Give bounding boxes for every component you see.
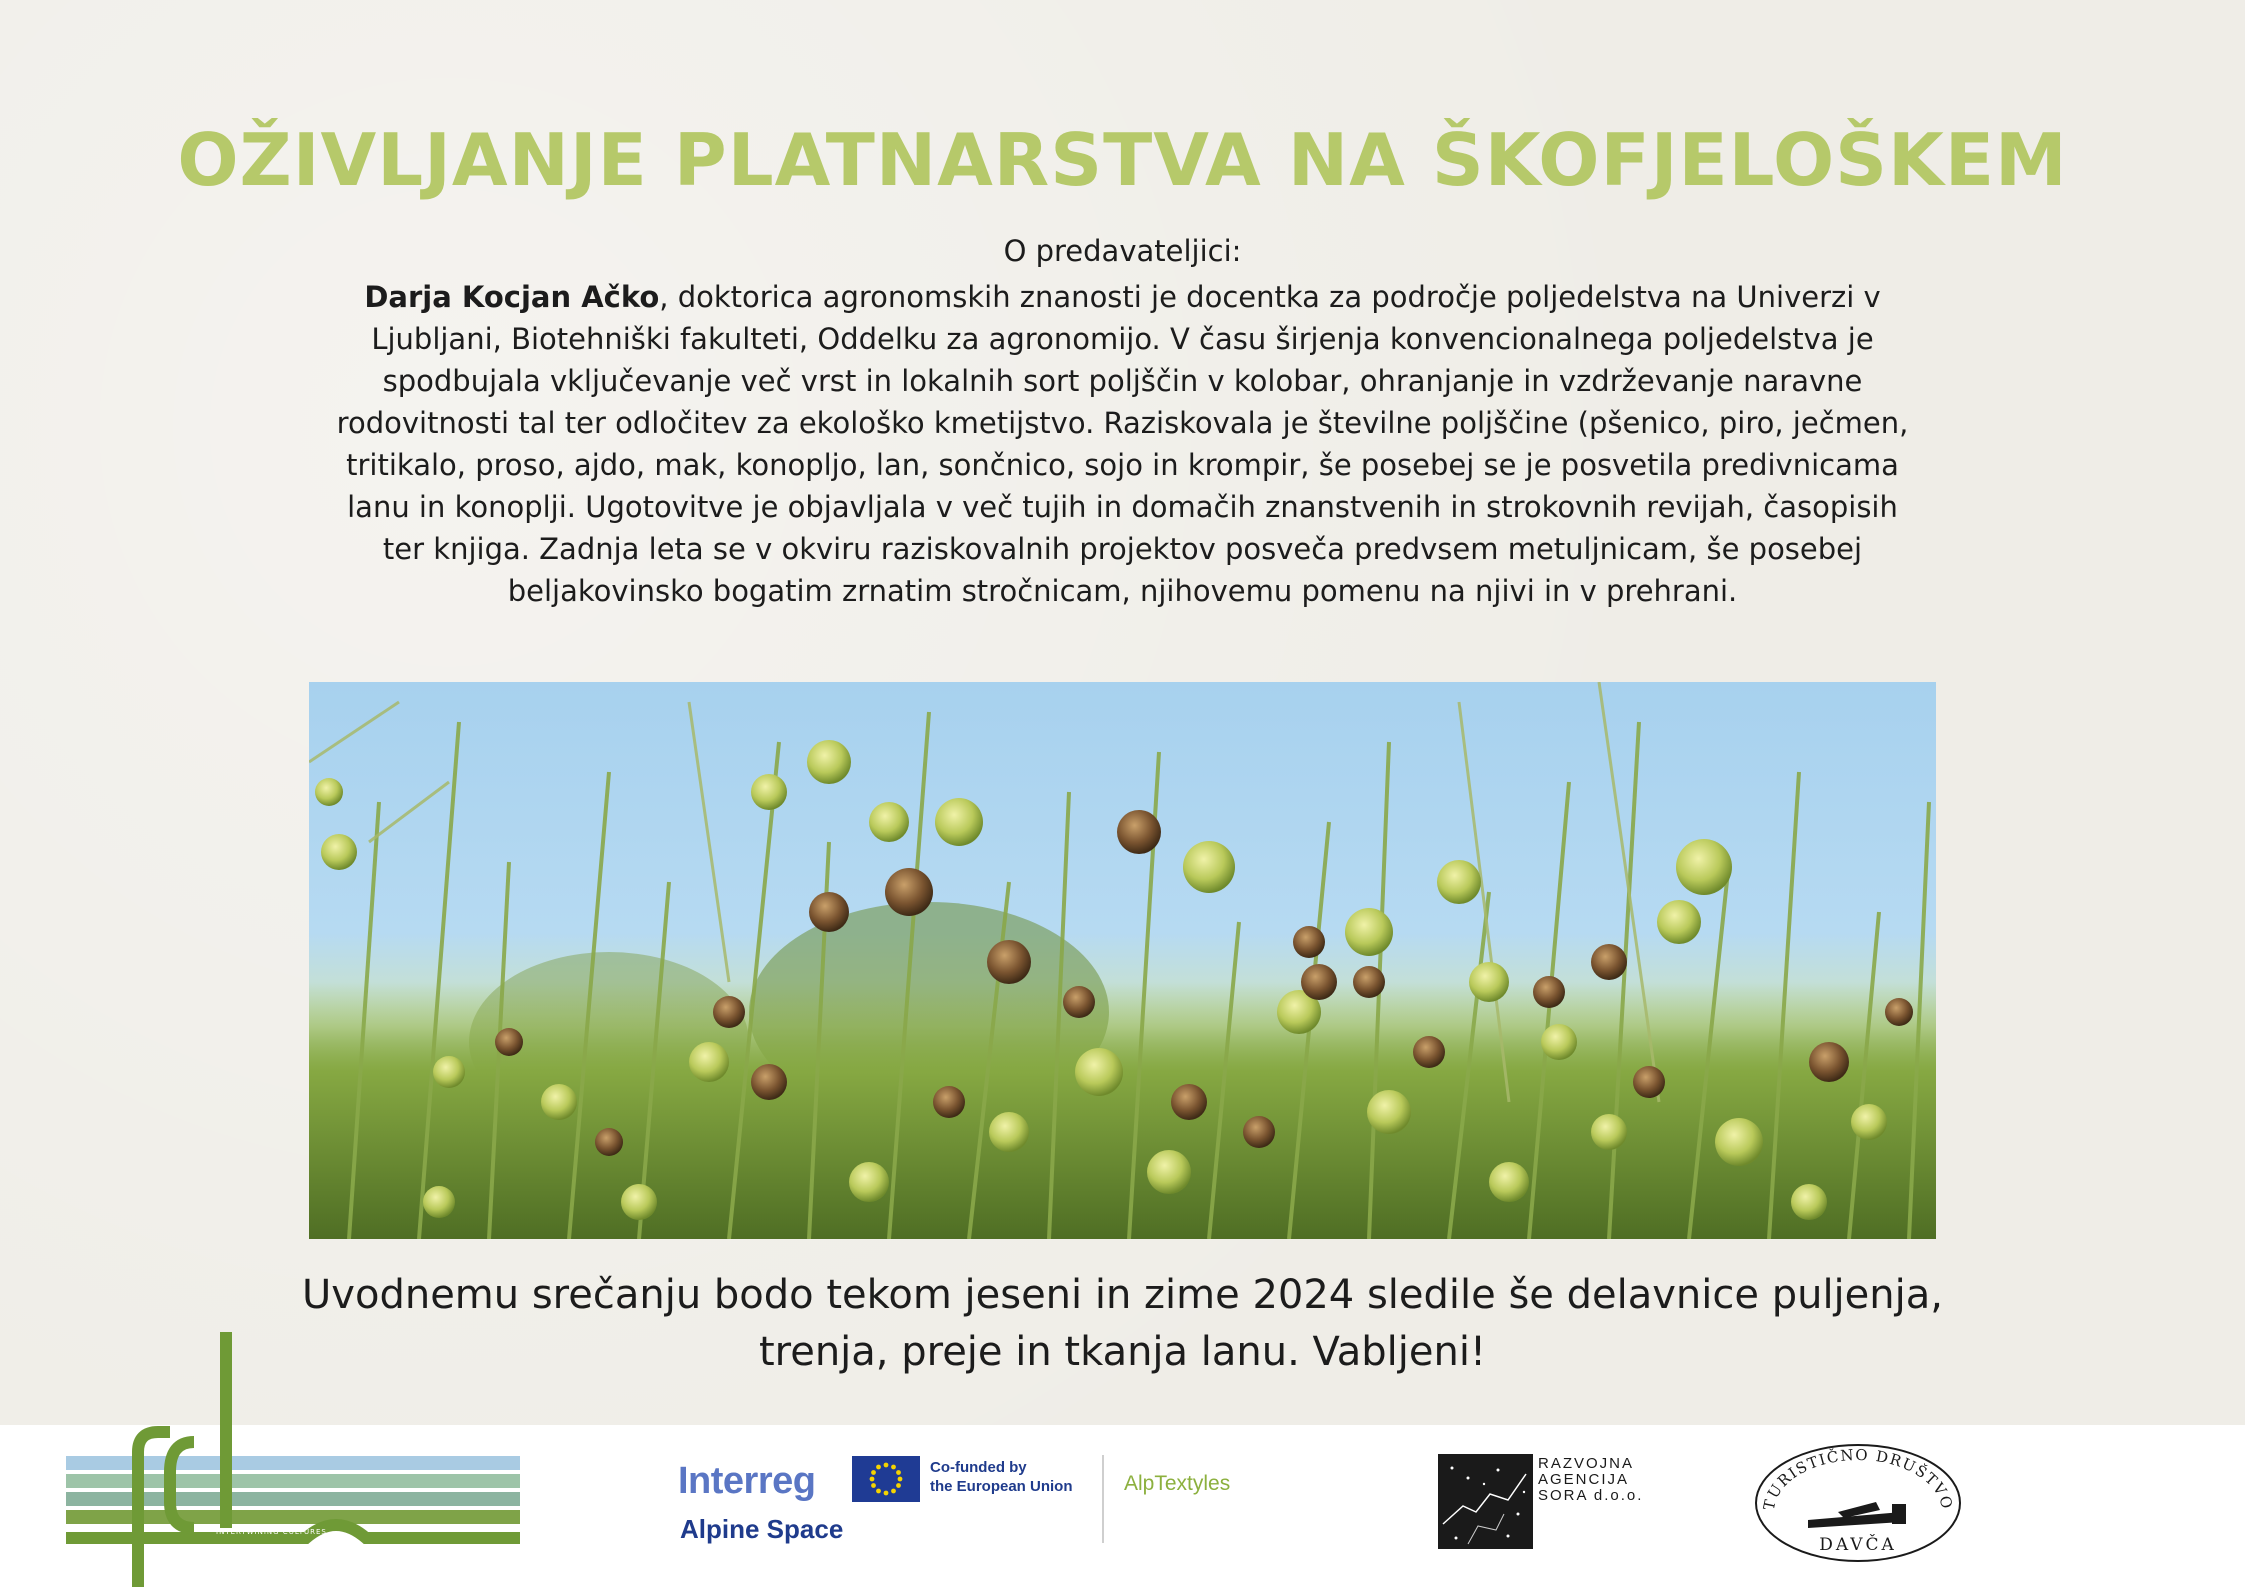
logo-divider xyxy=(1102,1455,1104,1543)
ic-logo-text: INTERTWINING CULTURES xyxy=(216,1528,327,1536)
about-heading: O predavateljici: xyxy=(1003,234,1242,268)
lecturer-name: Darja Kocjan Ačko xyxy=(364,280,660,314)
eu-flag-icon xyxy=(852,1456,920,1502)
sora-text-line-3: SORA d.o.o. xyxy=(1538,1487,1644,1504)
page-title: OŽIVLJANJE PLATNARSTVA NA ŠKOFJELOŠKEM xyxy=(177,118,2068,202)
sora-text-line-2: AGENCIJA xyxy=(1538,1471,1630,1488)
sora-map-icon xyxy=(1438,1454,1533,1549)
td-name-text: DAVČA xyxy=(1819,1535,1897,1555)
eu-text-line-2: the European Union xyxy=(930,1478,1073,1495)
intertwining-cultures-logo xyxy=(66,1332,526,1587)
razvojna-agencija-sora-logo xyxy=(1438,1454,1658,1550)
interreg-alpine-space-logo xyxy=(678,1452,1248,1552)
eu-cofunded-text xyxy=(930,1458,1073,1496)
flax-field-photo xyxy=(309,682,1936,1239)
alpine-space-wordmark: Alpine Space xyxy=(680,1514,844,1544)
td-arc-text: TURISTIČNO DRUŠTVO xyxy=(1759,1445,1957,1512)
closing-line-1: Uvodnemu srečanju bodo tekom jeseni in zime 2024 sledile še delavnice puljenja, xyxy=(302,1272,1943,1318)
turisticno-drustvo-davca-logo xyxy=(1752,1442,1964,1564)
lecturer-bio xyxy=(330,276,1915,612)
alptextiles-wordmark: AlpTextyles xyxy=(1124,1472,1231,1495)
interreg-wordmark: Interreg xyxy=(678,1460,816,1502)
lecturer-bio-text: , doktorica agronomskih znanosti je docentka za področje poljedelstva na Univerzi v Ljubljani, Biotehniški fakulteti, Oddelku za agronomijo. V času širjenja konvencionalnega poljedelstva je spodbujala vključevanje več vrst in lokalnih sort poljščin v kolobar, ohranjanje in vzdrževanje naravne rodovitnosti tal ter odločitev za ekološko kmetijstvo. Raziskovala je številne poljščine (pšenico, piro, ječmen, tritikalo, proso, ajdo, mak, konopljo, lan, sončnico, sojo in krompir, še posebej se je posvetila predivnicama lanu in konoplji. Ugotovitve je objavljala v več tujih in domačih znanstvenih in strokovnih revijah, časopisih ter knjiga. Zadnja leta se v okviru raziskovalnih projektov posveča predvsem metuljnicam, še posebej beljakovinsko bogatim zrnatim stročnicam, njihovemu pomenu na njivi in v prehrani. xyxy=(336,280,1909,608)
eu-text-line-1: Co-funded by xyxy=(930,1459,1027,1476)
svg-text:TURISTIČNO DRUŠTVO xyxy=(1760,1446,1956,1512)
closing-line-2: trenja, preje in tkanja lanu. Vabljeni! xyxy=(758,1329,1487,1375)
sora-text-line-1: RAZVOJNA xyxy=(1538,1455,1635,1472)
sora-text xyxy=(1538,1456,1643,1504)
flax-field-illustration xyxy=(309,682,1936,1239)
